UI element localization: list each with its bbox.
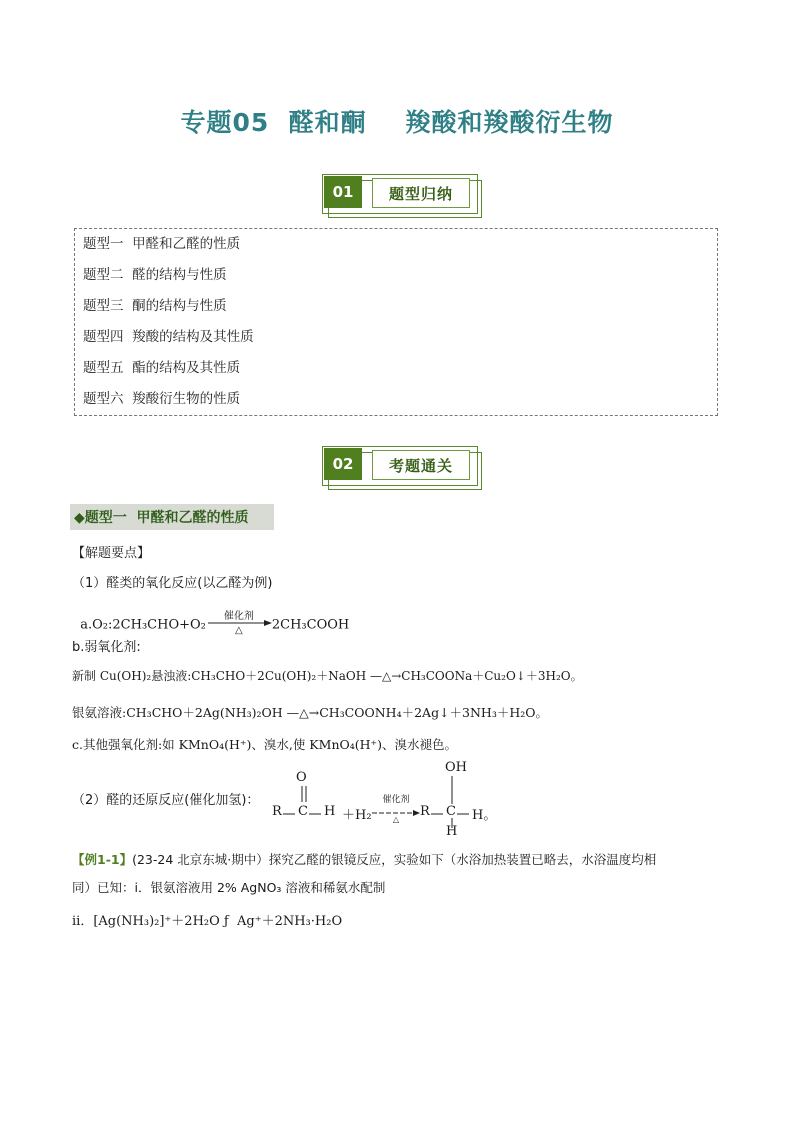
section-number: 01 [324,176,362,208]
bond-icon [431,812,443,816]
equation-left: a.O₂:2CH₃CHO+O₂ [80,617,206,633]
silver-ammonia-equation: 银氨溶液:CH₃CHO＋2Ag(NH₃)₂OH —△→CH₃COONH₄＋2Ag↓＋3NH₃＋H₂O。 [72,705,549,720]
hydrogen-atom: H [446,824,458,839]
point-2: （2）醛的还原反应(催化加氢)： [72,793,260,808]
toc-item: 题型六 羧酸衍生物的性质 [83,391,241,407]
section-number: 02 [324,448,362,480]
page-title: 专题05 醛和酮 羧酸和羧酸衍生物 [180,108,614,137]
question-type-list [74,228,718,416]
r-group: R [420,804,430,819]
double-bond-icon [299,786,309,804]
oxygen-atom: O [296,770,307,785]
example-text: (23-24 北京东城·期中）探究乙醛的银镜反应，实验如下（水浴加热装置已略去，水浴温度均相 [132,852,657,867]
strong-oxidant-text: c.其他强氧化剂:如 KMnO₄(H⁺)、溴水,使 KMnO₄(H⁺)、溴水褪色。 [72,737,458,752]
key-points-label: 【解题要点】 [72,546,151,561]
equation-right: 2CH₃COOH [271,617,350,633]
hydrogen-atom: H。 [472,808,497,823]
example-line-3: ⅱ．[Ag(NH₃)₂]⁺＋2H₂O ƒ Ag⁺＋2NH₃·H₂O [72,914,343,929]
toc-item: 题型三 酮的结构与性质 [83,298,227,314]
bond-icon [283,812,295,816]
carbon-atom: C [298,804,308,819]
toc-item: 题型五 酯的结构及其性质 [83,360,241,376]
section-label: 题型归纳 [372,178,470,208]
section-label: 考题通关 [372,450,470,480]
section-banner-1 [318,170,478,214]
toc-item: 题型二 醛的结构与性质 [83,267,227,283]
hydrogen-atom: H [324,804,336,819]
bond-icon [309,812,321,816]
example-tag: 【例1-1】 [72,852,133,867]
example-line-2: 同）已知：ⅰ．银氨溶液用 2% AgNO₃ 溶液和稀氨水配制 [72,880,386,895]
catalyst-label: 催化剂 [223,611,254,622]
bond-icon [450,776,454,804]
type-heading: ◆题型一 甲醛和乙醛的性质 [70,504,274,530]
reaction-arrow [206,613,272,637]
plus-h2: ＋H₂ [342,808,372,823]
bond-icon [457,812,469,816]
section-banner-2 [318,442,478,486]
weak-oxidant-label: b.弱氧化剂: [72,640,141,655]
carbon-atom: C [446,804,456,819]
r-group: R [272,804,282,819]
toc-item: 题型四 羧酸的结构及其性质 [83,329,254,345]
condition-label: △ [392,815,400,824]
cu-oh2-equation: 新制 Cu(OH)₂悬浊液:CH₃CHO＋2Cu(OH)₂＋NaOH —△→CH₃COONa＋Cu₂O↓＋3H₂O。 [72,669,583,683]
hydroxyl-group: OH [445,760,467,775]
reduction-equation [266,770,506,838]
catalyst-label: 催化剂 [382,795,410,805]
equation-a [72,598,349,637]
example-line-1 [72,850,656,868]
toc-item: 题型一 甲醛和乙醛的性质 [83,236,241,252]
condition-label: △ [235,625,243,636]
point-1: （1）醛类的氧化反应(以乙醛为例) [72,576,273,591]
